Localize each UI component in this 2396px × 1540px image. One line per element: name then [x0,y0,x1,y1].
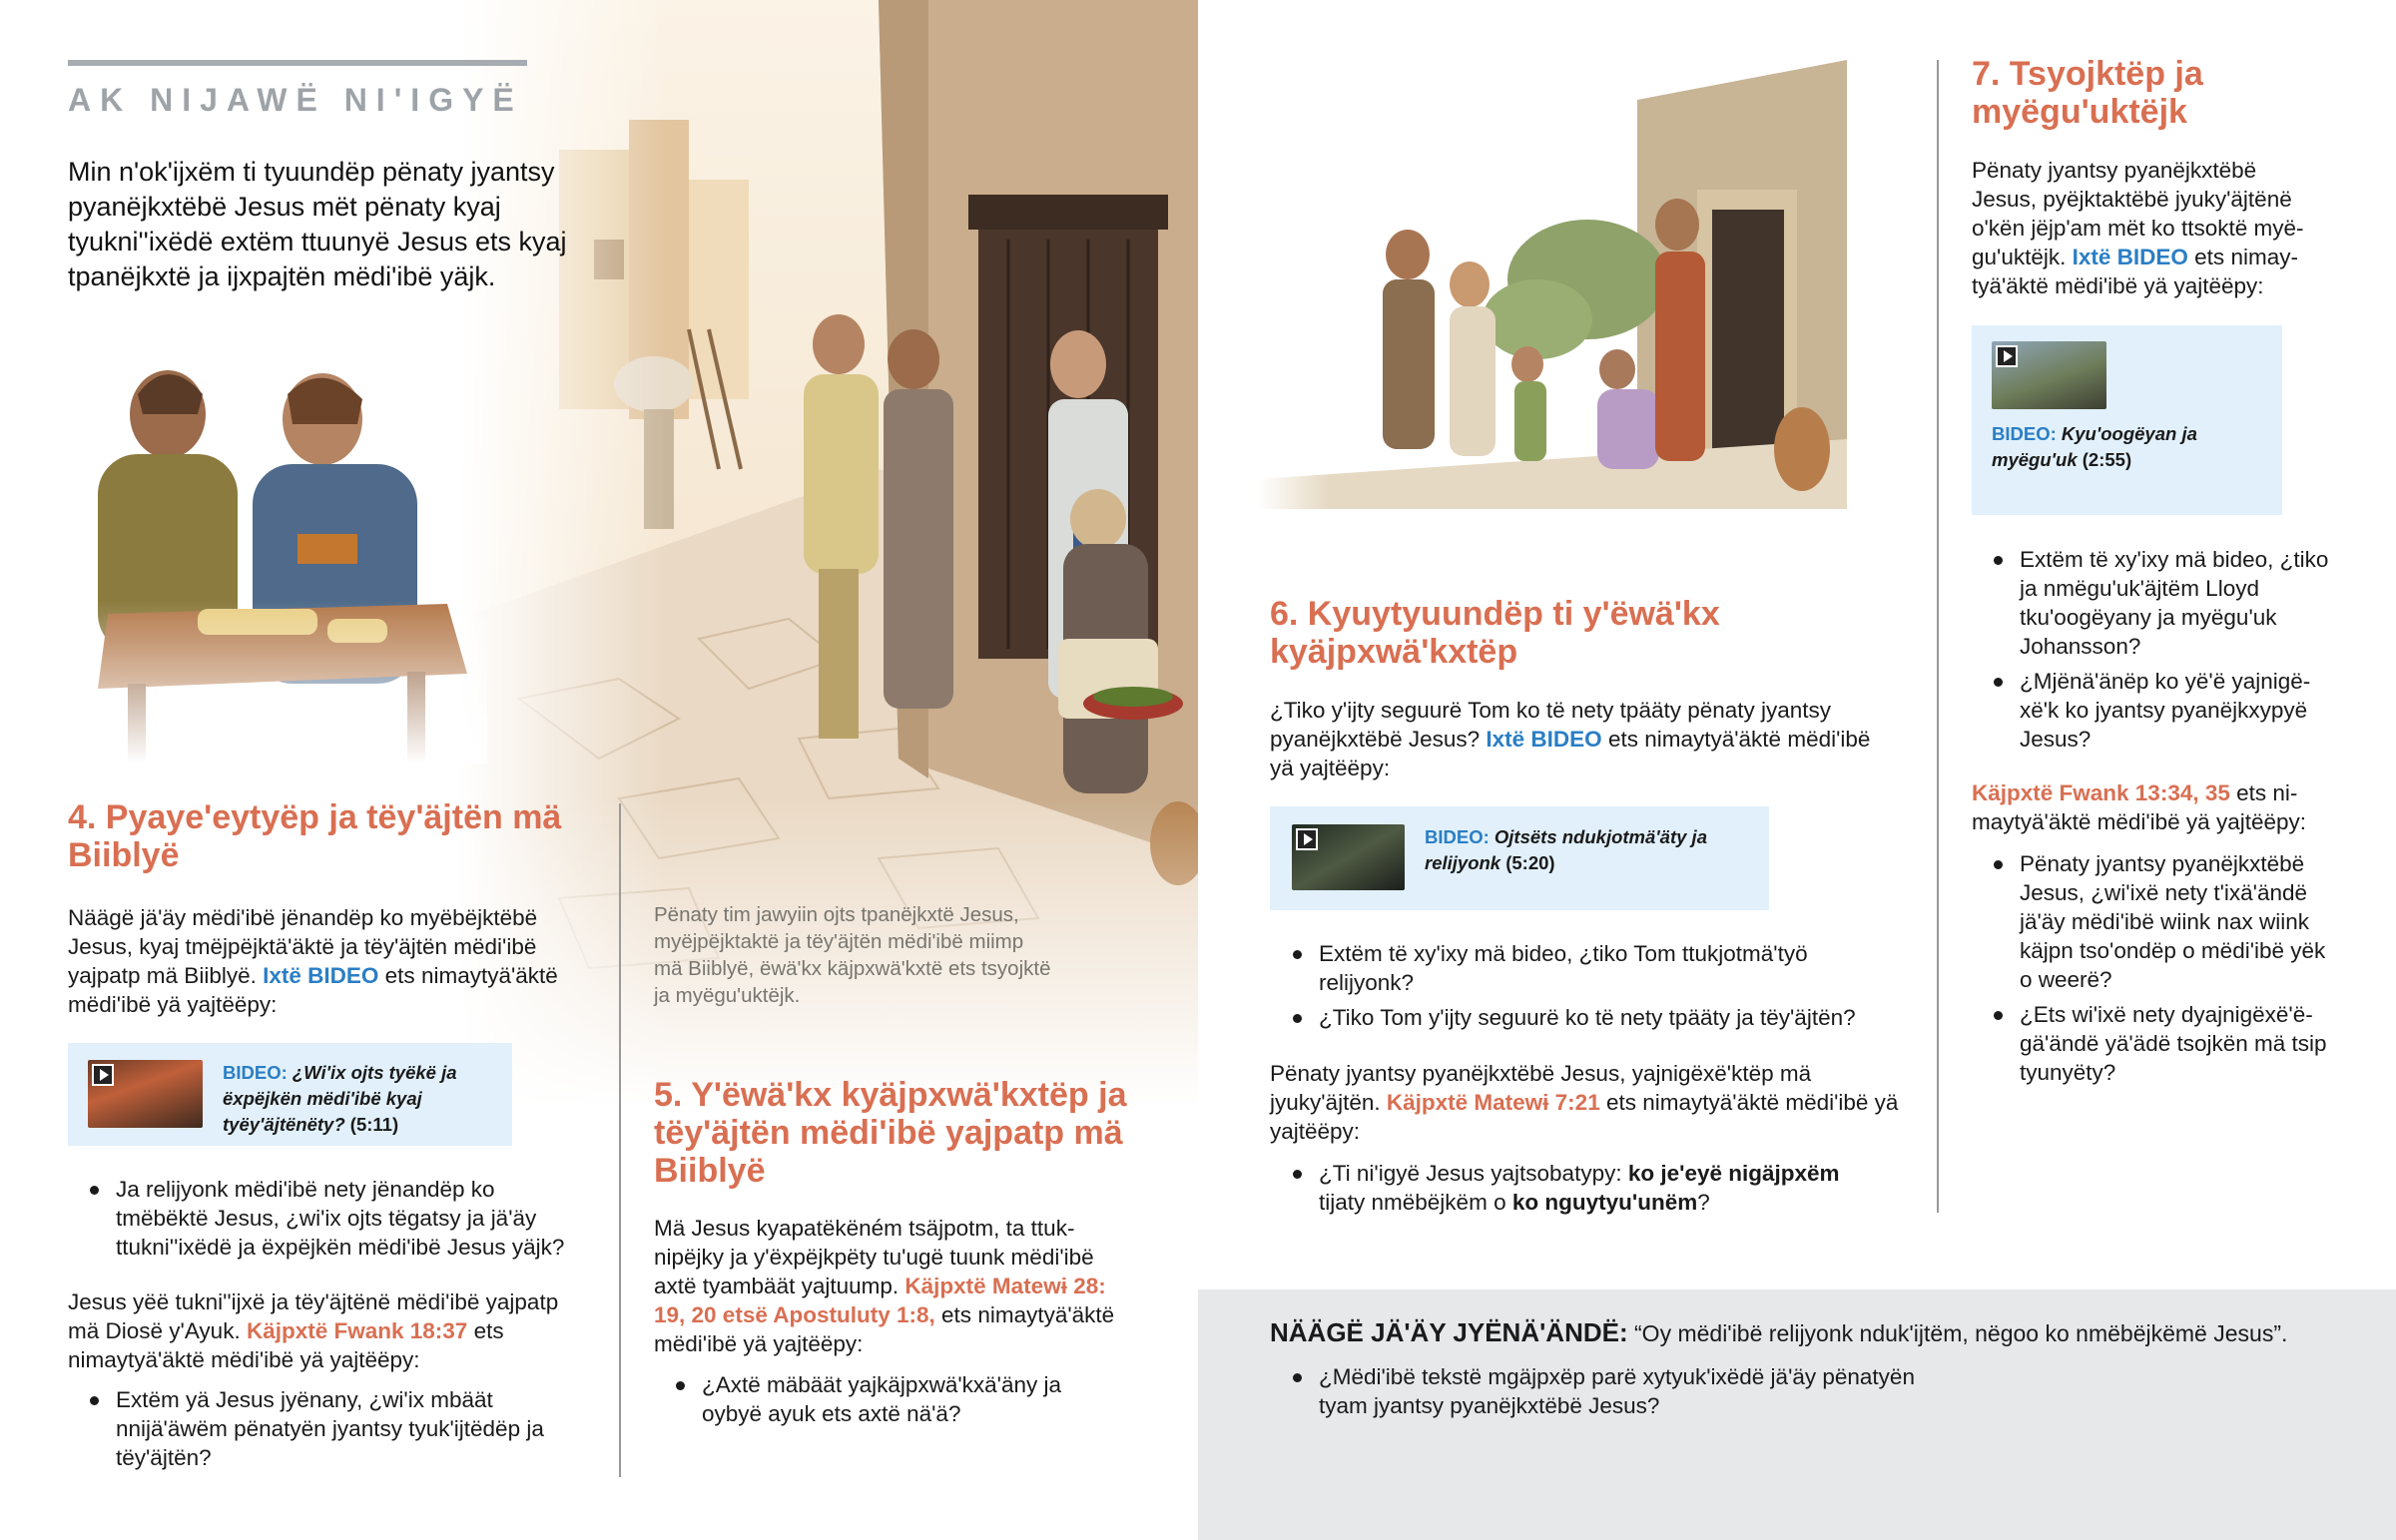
video-thumbnail[interactable] [1292,824,1405,890]
summary-question-1: ¿Mëdi'ibë tekstë mgäjpxëp parë xytyuk'ixëdë jä'äy pënatyën tyam jyantsy pyanëjkxtëbë Jesus? [1293,1362,1942,1420]
section4-questions [90,1175,589,1268]
section6-para2: Pënaty jyantsy pyanëjkxtëbë Jesus, yajnigëxë'ktëp mä jyuky'äjtën. Käjpxtë Matewɨ 7:21 ets nimaytyä'äktë mëdi'ibë yä yajtëëpy: [1270,1061,1899,1144]
intro-paragraph: Min n'ok'ijxëm ti tyuundëp pënaty jyantsy pyanëjkxtëbë Jesus mët pënaty kyaj tyukni''ixëdë extëm ttuunyë Jesus ets kyaj tpanëjkxtë ja ijxpajtën mëdi'ibë yäjk. [68,157,567,291]
summary-statement [1270,1317,2368,1348]
section-kicker: AK NIJAWË NI'IGYË [68,82,523,118]
section5-questions [676,1370,1105,1434]
section4-body-text: Näägë jä'äy mëdi'ibë jënandëp ko myëbëjktëbë Jesus, kyaj tmëjpëjktä'äktë ja tëy'äjtën mëdi'ibë yajpatp mä Biiblyë. [68,905,538,988]
section7-video-link[interactable]: Ixtë BIDEO [2072,245,2188,269]
section7-title: 7. Tsyojktëp ja myëgu'uktëjk [1972,55,2203,131]
summary-questions [1293,1362,1942,1426]
section6-title: 6. Kyuytyuundëp ti y'ëwä'kx kyäjpxwä'kxtëp [1270,595,1720,671]
column-divider [619,803,621,1477]
section5-question-1: ¿Axtë mäbäät yajkäjpxwä'kxä'äny ja oybyë ayuk ets axtë nä'ä? [676,1370,1105,1428]
summary-quote: “Oy mëdi'ibë relijyonk nduk'ijtëm, nëgoo ko nmëbëjkëmë Jesus”. [1634,1320,2288,1346]
section4-title: 4. Pyaye'eytyëp ja tëy'äjtën mä Biiblyë [68,798,562,874]
section6-scripture-ref[interactable]: Käjpxtë Matewɨ 7:21 [1386,1090,1600,1115]
section6-video-caption[interactable]: BIDEO: Ojtsëts ndukjotmä'äty ja relijyonk (5:20) [1425,826,1707,873]
section7-question-4: ¿Ets wi'ixë nety dyajnigëxë'ë-gä'ändë yä'ädë tsojkën mä tsip tyunyëty? [1994,1000,2333,1087]
section4-video-link[interactable]: Ixtë BIDEO [263,963,379,988]
section6-question-1: Extëm të xy'ixy mä bideo, ¿tiko Tom ttukjotmä'työ relijyonk? [1293,939,1892,997]
section5-scripture-ref[interactable]: Käjpxtë Matewɨ 28: 19, 20 etsë Apostuluty 1:8, [654,1274,1106,1327]
section4-questions-2 [90,1385,569,1478]
section6-questions [1293,939,1892,1038]
section7-questions-2 [1994,849,2333,1093]
video-thumbnail[interactable] [1992,341,2106,409]
section6-question-3: ¿Ti ni'igyë Jesus yajtsobatypy: ko je'eyë nigäjpxëm tijaty nmëbëjkëm o ko nguytyu'unëm? [1293,1159,1892,1217]
column-divider [1937,60,1939,1213]
play-icon[interactable] [92,1064,114,1086]
section7-questions [1994,545,2333,760]
illustration-caption: Pënaty tim jawyiin ojts tpanëjkxtë Jesus, myëjpëjktaktë ja tëy'äjtën mëdi'ibë miimp mä Biiblyë, ëwä'kx käjpxwä'kxtë ets tsyojktë ja myëgu'uktëjk. [654,903,1051,1007]
section7-question-2: ¿Mjënä'änëp ko yë'ë yajnigë-xë'k ko jyantsy pyanëjkxypyë Jesus? [1994,667,2333,754]
section4-video-caption[interactable]: BIDEO: ¿Wi'ix ojts tyëkë ja ëxpëjkën mëdi'ibë kyaj tyëy'äjtënëty? (5:11) [223,1062,457,1135]
section4-question-2: Extëm yä Jesus jyënany, ¿wi'ix mbäät nnijä'äwëm pënatyën jyantsy tyuk'ijtëdëp ja tëy'äjtën? [90,1385,569,1472]
section4-video-box[interactable] [68,1043,512,1146]
section7-scripture-ref[interactable]: Käjpxtë Fwank 13:34, 35 [1972,780,2230,805]
section7-body: Pënaty jyantsy pyanëjkxtëbë Jesus, pyëjktaktëbë jyuky'äjtënë o'kën jëjp'am mët ko ttsoktë myë-gu'uktëjk. Ixtë BIDEO ets nimay-tyä'äktë mëdi'ibë yä yajtëëpy: [1972,158,2304,298]
house-welcome-illustration [1258,60,1847,509]
section7-question-1: Extëm të xy'ixy mä bideo, ¿tiko ja nmëgu'uk'äjtëm Lloyd tku'oogëyany ja myëgu'uk Johansson? [1994,545,2333,661]
section4-para2: Jesus yëë tukni''ijxë ja tëy'äjtënë mëdi'ibë yajpatp mä Diosë y'Ayuk. Käjpxtë Fwank 18:37 ets nimaytyä'äktë mëdi'ibë yä yajtëëpy: [68,1289,559,1372]
section7-video-caption[interactable]: BIDEO: Kyu'oogëyan ja myëgu'uk (2:55) [1992,423,2197,470]
section4-question-1: Ja relijyonk mëdi'ibë nety jënandëp ko tmëbëktë Jesus, ¿wi'ix ojts tëgatsy ja jä'äy ttukni''ixëdë ja ëxpëjkën mëdi'ibë Jesus yäjk? [90,1175,589,1262]
section7-question-3: Pënaty jyantsy pyanëjkxtëbë Jesus, ¿wi'ixë nety t'ixä'ändë jä'äy mëdi'ibë wiink nax wiink käjpn tso'ondëp o mëdi'ibë yëk o weerë? [1994,849,2333,994]
scroll-study-illustration [68,354,487,764]
section5-body: Mä Jesus kyapatëkëném tsäjpotm, ta ttuk-nipëjky ja y'ëxpëjkpëty tu'ugë tuunk mëdi'ibë axtë tyambäät yajtuump. Käjpxtë Matewɨ 28: 19, 20 etsë Apostuluty 1:8, ets nimaytyä'äktë mëdi'ibë yä yajtëëpy: [654,1216,1115,1356]
section5-title: 5. Y'ëwä'kx kyäjpxwä'kxtëp ja tëy'äjtën mëdi'ibë yajpatp mä Biiblyë [654,1076,1127,1190]
section7-para2: Käjpxtë Fwank 13:34, 35 ets ni-maytyä'äktë mëdi'ibë yä yajtëëpy: [1972,780,2307,834]
summary-label: NÄÄGË JÄ'ÄY JYËNÄ'ÄNDË: [1270,1317,1628,1347]
section7-video-box[interactable] [1972,325,2282,515]
play-icon[interactable] [1296,828,1318,850]
section6-questions-2 [1293,1159,1892,1223]
section6-question-2: ¿Tiko Tom y'ijty seguurë ko të nety tpääty ja tëy'äjtën? [1293,1003,1892,1032]
header-rule [68,60,527,66]
section6-video-box[interactable] [1270,806,1769,910]
play-icon[interactable] [1996,345,2018,367]
section4-scripture-ref[interactable]: Käjpxtë Fwank 18:37 [246,1318,468,1343]
section6-body: ¿Tiko y'ijty seguurë Tom ko të nety tpääty pënaty jyantsy pyanëjkxtëbë Jesus? Ixtë BIDEO ets nimaytyä'äktë mëdi'ibë yä yajtëëpy: [1270,698,1871,780]
section4-body [68,903,587,1019]
video-thumbnail[interactable] [88,1060,203,1128]
section6-video-link[interactable]: Ixtë BIDEO [1486,727,1602,752]
section4-body-tail: ets nimaytyä'äktë mëdi'ibë yä yajtëëpy: [68,963,558,1017]
